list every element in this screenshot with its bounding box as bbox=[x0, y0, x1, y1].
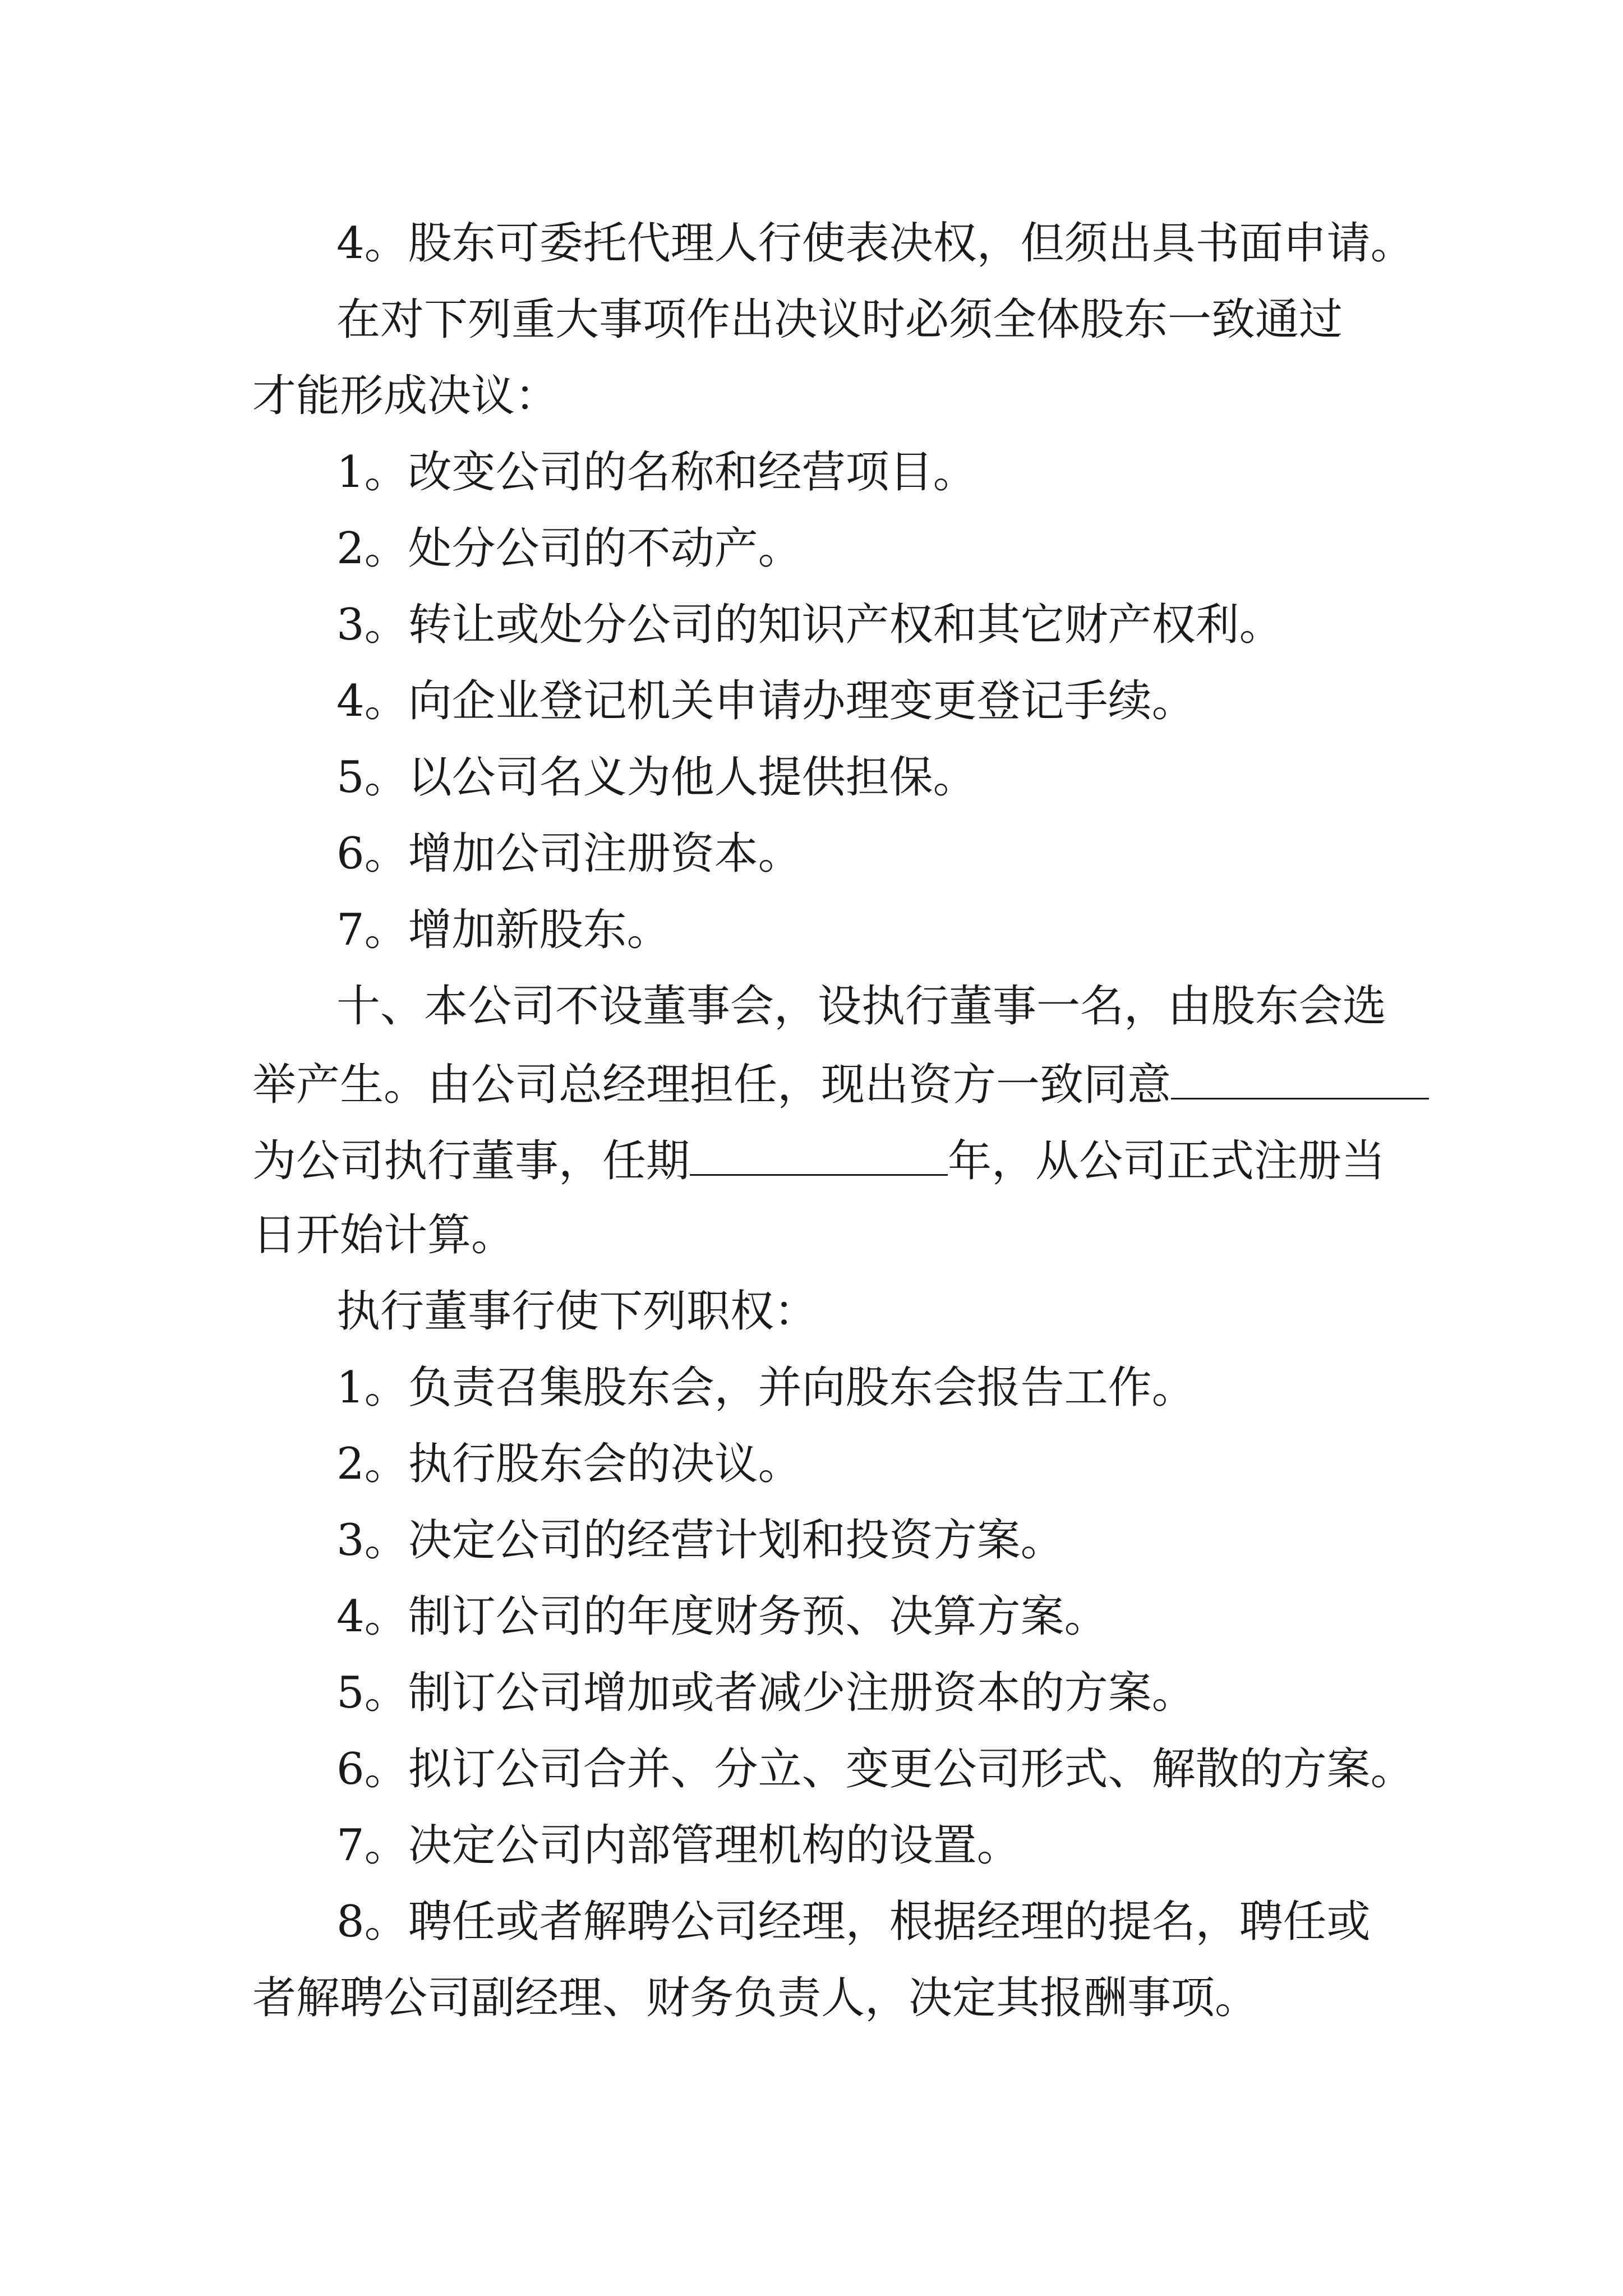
paragraph-line bbox=[252, 1136, 1386, 1186]
list-item: 2。处分公司的不动产。 bbox=[336, 523, 802, 574]
list-item: 4。向企业登记机关申请办理变更登记手续。 bbox=[336, 676, 1196, 726]
list-item: 1。改变公司的名称和经营项目。 bbox=[336, 447, 977, 498]
line-text: 为公司执行董事，任期 bbox=[252, 1136, 690, 1186]
line-text: 举产生。由公司总经理担任，现出资方一致同意 bbox=[252, 1060, 1172, 1110]
list-item: 4。制订公司的年度财务预、决算方案。 bbox=[336, 1591, 1108, 1642]
term-years-blank bbox=[690, 1137, 948, 1176]
paragraph-line: 在对下列重大事项作出决议时必须全体股东一致通过 bbox=[336, 295, 1343, 345]
paragraph-line: 执行董事行使下列职权： bbox=[336, 1286, 818, 1337]
line-text: 年，从公司正式注册当 bbox=[948, 1136, 1386, 1186]
list-item: 6。增加公司注册资本。 bbox=[336, 829, 802, 879]
list-item: 2。执行股东会的决议。 bbox=[336, 1439, 802, 1489]
director-name-blank bbox=[1171, 1061, 1429, 1099]
paragraph-line bbox=[252, 1060, 1429, 1110]
paragraph-line: 日开始计算。 bbox=[252, 1210, 515, 1260]
paragraph-line: 者解聘公司副经理、财务负责人，决定其报酬事项。 bbox=[252, 1973, 1259, 2023]
paragraph-line: 十、本公司不设董事会，设执行董事一名，由股东会选 bbox=[336, 981, 1387, 1032]
list-item: 8。聘任或者解聘公司经理，根据经理的提名，聘任或 bbox=[336, 1897, 1371, 1947]
list-item: 6。拟订公司合并、分立、变更公司形式、解散的方案。 bbox=[336, 1744, 1414, 1795]
list-item: 3。转让或处分公司的知识产权和其它财产权利。 bbox=[336, 600, 1283, 650]
list-item: 7。增加新股东。 bbox=[336, 905, 671, 955]
list-item: 5。制订公司增加或者减少注册资本的方案。 bbox=[336, 1668, 1196, 1718]
list-item: 5。以公司名义为他人提供担保。 bbox=[336, 752, 977, 803]
list-item: 3。决定公司的经营计划和投资方案。 bbox=[336, 1515, 1064, 1566]
list-item: 7。决定公司内部管理机构的设置。 bbox=[336, 1820, 1021, 1871]
list-item: 1。负责召集股东会，并向股东会报告工作。 bbox=[336, 1363, 1196, 1413]
paragraph-line: 才能形成决议： bbox=[252, 371, 559, 421]
paragraph-line: 4。股东可委托代理人行使表决权，但须出具书面申请。 bbox=[336, 218, 1414, 269]
